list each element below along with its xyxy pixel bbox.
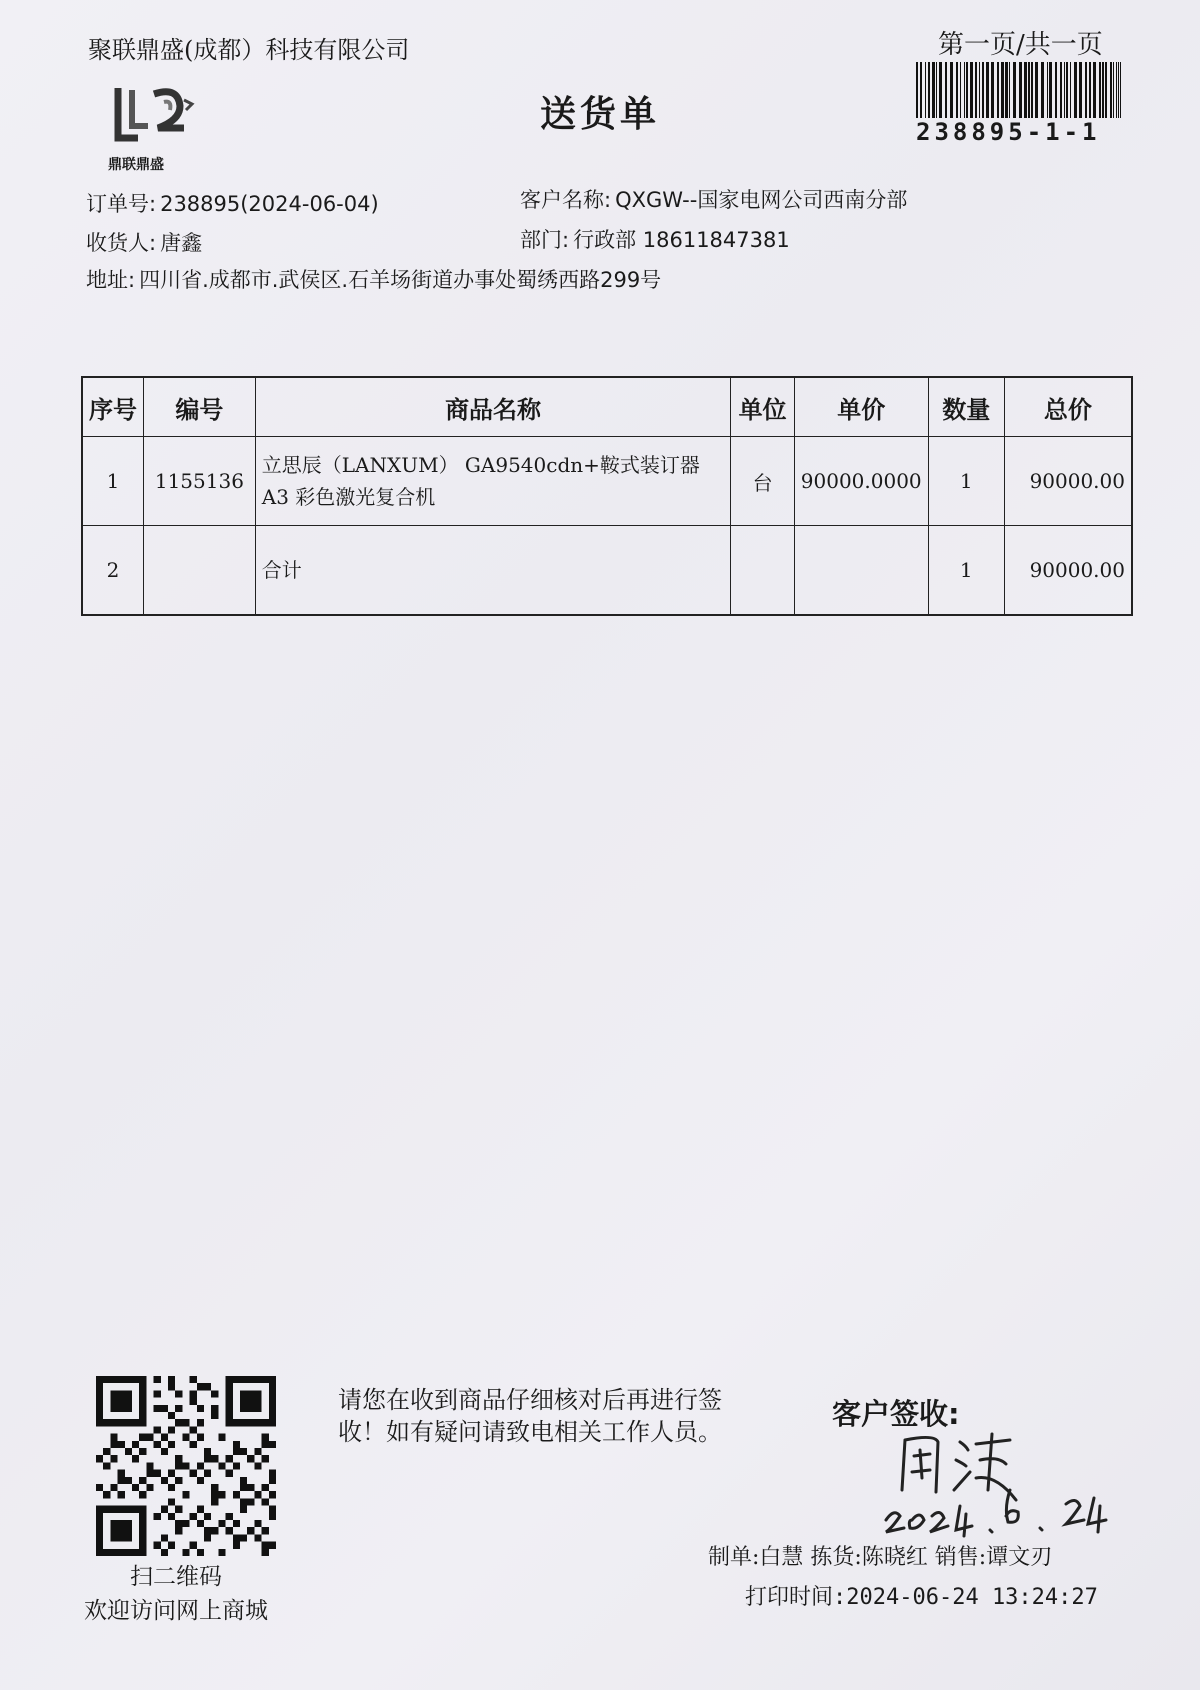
barcode-number: 238895-1-1 (916, 118, 1101, 146)
product-name-line2: A3 彩色激光复合机 (261, 485, 436, 509)
cell-quantity: 1 (928, 437, 1004, 526)
cell-product-name (255, 437, 731, 526)
page-indicator: 第一页/共一页 (938, 30, 1103, 60)
header-unit-price: 单价 (794, 377, 928, 437)
handwritten-signature (880, 1420, 1140, 1540)
department-label: 部门: (520, 228, 570, 252)
print-time: 打印时间:2024-06-24 13:24:27 (745, 1585, 1098, 1610)
department-value: 行政部 18611847381 (573, 228, 790, 252)
table-row (82, 437, 1132, 526)
cell-unit-price (794, 526, 928, 616)
address-label: 地址: (86, 268, 136, 292)
header-code: 编号 (143, 377, 255, 437)
header-product-name: 商品名称 (255, 377, 731, 437)
address-field (86, 264, 661, 294)
logo-mark-icon (108, 80, 198, 150)
document-title: 送货单 (540, 93, 661, 135)
header-quantity: 数量 (928, 377, 1004, 437)
company-logo (108, 80, 198, 176)
cell-seq: 2 (82, 526, 143, 616)
table-header-row (82, 377, 1132, 437)
company-name: 聚联鼎盛(成都）科技有限公司 (88, 36, 410, 64)
qr-caption-scan: 扫二维码 (130, 1564, 222, 1590)
qr-caption-visit: 欢迎访问网上商城 (84, 1598, 268, 1624)
cell-product-name (255, 526, 731, 616)
barcode-image (914, 62, 1128, 118)
customer-field (520, 184, 907, 214)
cell-code (143, 526, 255, 616)
cell-total: 90000.00 (1004, 526, 1132, 616)
order-number-field (86, 188, 379, 218)
header-seq: 序号 (82, 377, 143, 437)
customer-label: 客户名称: (520, 188, 612, 212)
order-number-value: 238895(2024-06-04) (160, 192, 379, 216)
qr-code-icon[interactable] (96, 1376, 276, 1556)
address-value: 四川省.成都市.武侯区.石羊场街道办事处蜀绣西路299号 (139, 268, 662, 292)
goods-table (81, 376, 1133, 616)
cell-seq: 1 (82, 437, 143, 526)
product-name-line1: 立思辰（LANXUM） GA9540cdn+鞍式装订器 (261, 453, 700, 477)
summary-label: 合计 (261, 558, 302, 582)
receiver-label: 收货人: (86, 231, 157, 255)
receipt-notice: 请您在收到商品仔细核对后再进行签收！如有疑问请致电相关工作人员。 (338, 1386, 722, 1447)
staff-info: 制单:白慧 拣货:陈晓红 销售:谭文刃 (708, 1545, 1053, 1570)
receiver-value: 唐鑫 (160, 231, 203, 255)
logo-text: 鼎联鼎盛 (108, 157, 164, 173)
cell-unit (731, 526, 794, 616)
cell-code: 1155136 (143, 437, 255, 526)
customer-value: QXGW--国家电网公司西南分部 (615, 188, 908, 212)
table-row (82, 526, 1132, 616)
cell-total: 90000.00 (1004, 437, 1132, 526)
header-unit: 单位 (731, 377, 794, 437)
cell-unit: 台 (731, 437, 794, 526)
cell-quantity: 1 (928, 526, 1004, 616)
cell-unit-price: 90000.0000 (794, 437, 928, 526)
header-total: 总价 (1004, 377, 1132, 437)
customer-sign-label: 客户签收: (832, 1397, 960, 1431)
receiver-field (86, 227, 202, 257)
order-number-label: 订单号: (86, 192, 157, 216)
department-field (520, 224, 790, 254)
